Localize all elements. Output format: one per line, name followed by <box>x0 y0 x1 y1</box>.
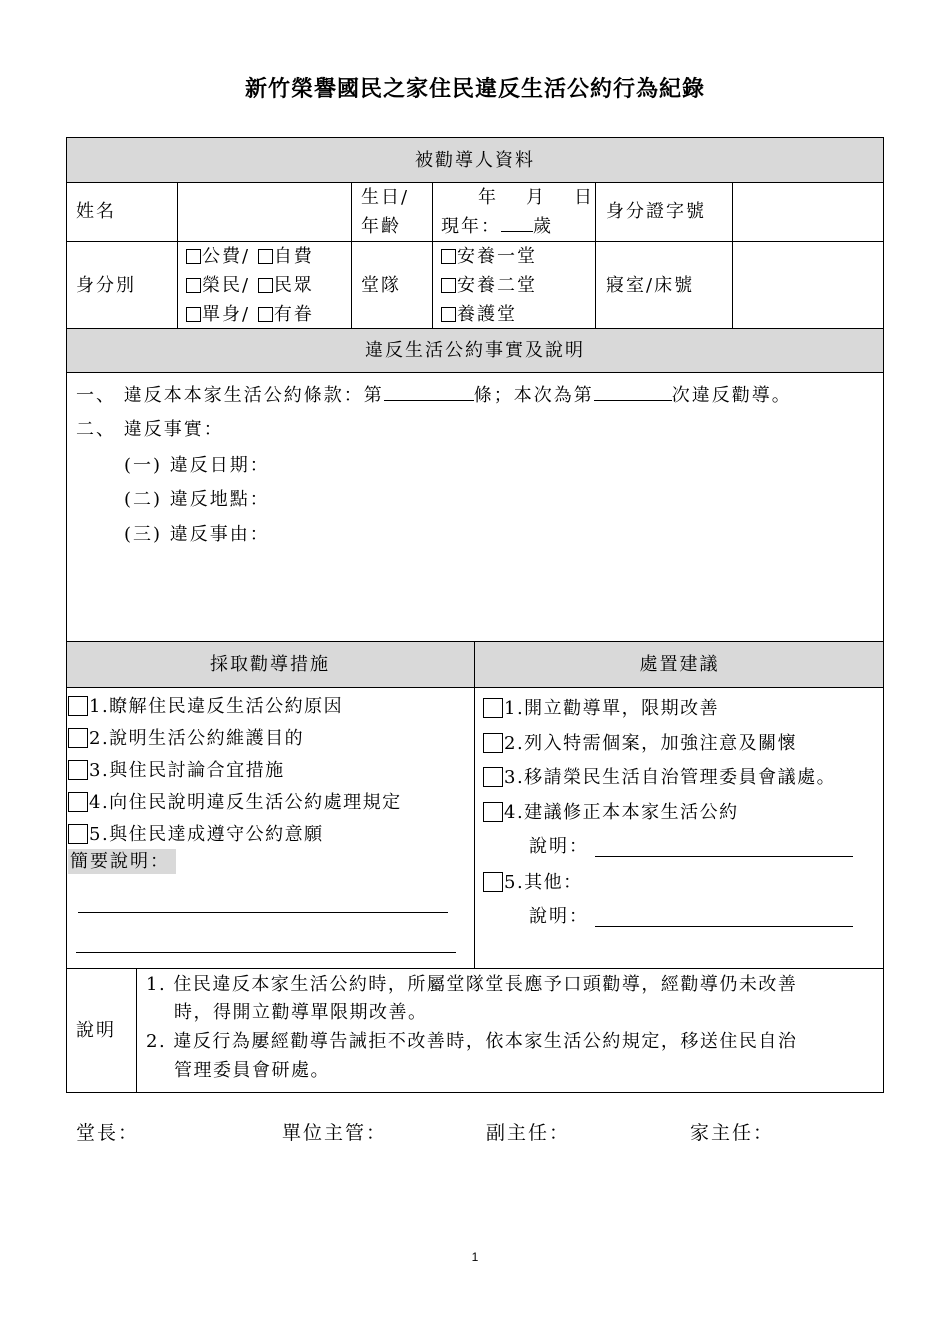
age-prefix: 現年： <box>441 216 501 237</box>
summary-label: 簡要說明： <box>68 847 176 876</box>
checkbox-icon[interactable] <box>186 249 201 264</box>
checkbox-icon[interactable] <box>483 872 503 892</box>
facts-location: (二) 違反地點： <box>124 489 270 510</box>
suggestion-item-3: 3.移請榮民生活自治管理委員會議處。 <box>483 763 836 792</box>
suggestion-5-explain-line[interactable] <box>595 926 853 927</box>
count-line[interactable] <box>594 382 672 401</box>
suggestion-item-1: 1.開立勸導單，限期改善 <box>483 694 719 723</box>
signature-unit-supervisor: 單位主管： <box>282 1122 388 1144</box>
signature-hall-chief: 堂長： <box>76 1122 140 1144</box>
suggestion-item-5: 5.其他： <box>483 868 583 897</box>
section-facts: 違反生活公約事實及說明 <box>365 340 585 361</box>
suggestion-item-2: 2.列入特需個案，加強注意及關懷 <box>483 729 797 758</box>
facts-line-1: 一、 違反本本家生活公約條款：第 條；本次為第 次違反勸導。 <box>76 381 792 410</box>
measure-item-2: 2.說明生活公約維護目的 <box>68 724 304 753</box>
note-2b: 管理委員會研處。 <box>174 1060 330 1081</box>
suggestion-4-explain-line[interactable] <box>595 856 853 857</box>
measure-item-4: 4.向住民說明違反生活公約處理規定 <box>68 788 402 817</box>
checkbox-icon[interactable] <box>68 824 88 844</box>
birth-label-2: 年齡 <box>361 216 401 237</box>
note-2a: 2. 違反行為屢經勸導告誡拒不改善時，依本家生活公約規定，移送住民自治 <box>146 1031 798 1052</box>
checkbox-icon[interactable] <box>68 760 88 780</box>
identity-options: 公費/ 自費 榮民/ 民眾 單身/ 有眷 <box>186 242 314 329</box>
checkbox-icon[interactable] <box>483 767 503 787</box>
birth-date-line: 年 月 日 <box>478 187 598 208</box>
room-label: 寢室/床號 <box>606 275 695 296</box>
facts-line-2: 二、 違反事實： <box>76 419 224 440</box>
checkbox-icon[interactable] <box>258 307 273 322</box>
age-suffix: 歲 <box>533 216 553 237</box>
birth-label-1: 生日/ <box>361 187 410 208</box>
checkbox-icon[interactable] <box>186 278 201 293</box>
identity-label: 身分別 <box>76 275 136 296</box>
note-1a: 1. 住民違反本家生活公約時，所屬堂隊堂長應予口頭勸導，經勸導仍未改善 <box>146 974 798 995</box>
checkbox-icon[interactable] <box>441 307 456 322</box>
notes-label: 說明 <box>76 1020 116 1041</box>
suggestion-5-explain: 說明： <box>529 906 589 927</box>
signature-director: 家主任： <box>690 1122 775 1144</box>
checkbox-icon[interactable] <box>441 278 456 293</box>
section-suggestions: 處置建議 <box>639 654 720 675</box>
age-input-line[interactable] <box>501 213 533 232</box>
checkbox-icon[interactable] <box>483 802 503 822</box>
note-1b: 時，得開立勸導單限期改善。 <box>174 1002 428 1023</box>
article-number-line[interactable] <box>384 382 474 401</box>
measure-item-3: 3.與住民討論合宜措施 <box>68 756 285 785</box>
section-measures: 採取勸導措施 <box>210 654 330 675</box>
signature-deputy-director: 副主任： <box>486 1122 571 1144</box>
summary-line-2[interactable] <box>76 952 456 953</box>
team-options: 安養一堂 安養二堂 養護堂 <box>441 242 537 329</box>
checkbox-icon[interactable] <box>68 792 88 812</box>
checkbox-icon[interactable] <box>68 696 88 716</box>
checkbox-icon[interactable] <box>258 278 273 293</box>
summary-line-1[interactable] <box>78 912 448 913</box>
checkbox-icon[interactable] <box>483 698 503 718</box>
suggestion-item-4: 4.建議修正本本家生活公約 <box>483 798 739 827</box>
checkbox-icon[interactable] <box>441 249 456 264</box>
checkbox-icon[interactable] <box>68 728 88 748</box>
section-person-info: 被勸導人資料 <box>415 150 535 171</box>
checkbox-icon[interactable] <box>483 733 503 753</box>
page-number: 1 <box>471 1250 479 1264</box>
measure-item-5: 5.與住民達成遵守公約意願 <box>68 820 324 849</box>
name-label: 姓名 <box>76 201 116 222</box>
suggestion-4-explain: 說明： <box>529 836 589 857</box>
id-label: 身分證字號 <box>606 201 706 222</box>
age-line <box>441 212 553 241</box>
page-title: 新竹榮譽國民之家住民違反生活公約行為紀錄 <box>244 76 705 102</box>
facts-reason: (三) 違反事由： <box>124 524 270 545</box>
measure-item-1: 1.瞭解住民違反生活公約原因 <box>68 692 343 721</box>
checkbox-icon[interactable] <box>186 307 201 322</box>
team-label: 堂隊 <box>361 275 401 296</box>
checkbox-icon[interactable] <box>258 249 273 264</box>
facts-date: (一) 違反日期： <box>124 455 270 476</box>
